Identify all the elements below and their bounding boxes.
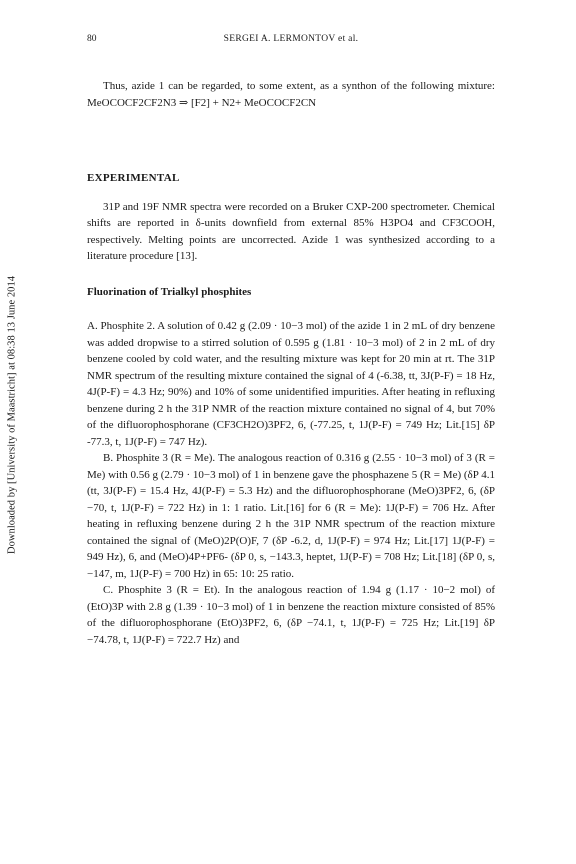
running-head: SERGEI A. LERMONTOV et al. [223, 34, 359, 44]
procedure-c-paragraph: C. Phosphite 3 (R = Et). In the analogous reaction of 1.94 g (1.17 · 10−2 mol) of (EtO)3P with 2.8 g (1.39 · 10−3 mol) of 1 in benzene the reaction mixture consisted of 85% of the difluorophosphorane (EtO)3PF2, 6, (δP −74.1, t, 1J(P-F) = 725 Hz; Lit.[19] δP −74.78, t, 1J(P-F) = 722.7 Hz) and [87, 584, 495, 646]
intro-paragraph: Thus, azide 1 can be regarded, to some extent, as a synthon of the following mixture: MeOCOCF2CF2N3 ⇒ [F2] + N2+ MeOCOCF2CN [87, 80, 495, 109]
download-watermark-text: Downloaded by [University of Maastricht] at 08:38 13 June 2014 [6, 275, 18, 555]
procedure-a-paragraph: A. Phosphite 2. A solution of 0.42 g (2.09 · 10−3 mol) of the azide 1 in 2 mL of dry benzene was added dropwise to a stirred solution of 0.595 g (1.81 · 10−3 mol) of 2 in 2 mL of dry benzene cooled by cold water, and the resulting mixture was kept for 20 min at rt. The 31P NMR spectrum of the resulting mixture contained the signal of 4 (-6.38, tt, 3J(P-F) = 18 Hz, 4J(P-F) = 4.3 Hz; 90%) and 10% of some unidentified impurities. After heating in refluxing benzene during 2 h the 31P NMR of the reaction mixture contained no signal of 4, but 70% of the difluorophosphorane (CF3CH2O)3PF2, 6, (-77.25, t, 1J(P-F) = 749 Hz; Lit.[15] δP -77.3, t, 1J(P-F) = 747 Hz). [87, 320, 495, 448]
page-body [87, 78, 495, 648]
experimental-paragraph: 31P and 19F NMR spectra were recorded on a Bruker CXP-200 spectrometer. Chemical shifts are reported in δ-units downfield from external 85% H3PO4 and CF3COOH, respectively. Melting points are uncorrected. Azide 1 was synthesized according to a literature procedure [13]. [87, 200, 495, 262]
page-number: 80 [87, 34, 97, 44]
running-header [87, 34, 495, 48]
procedure-b-paragraph: B. Phosphite 3 (R = Me). The analogous reaction of 0.316 g (2.55 · 10−3 mol) of 3 (R = Me) with 0.56 g (2.79 · 10−3 mol) of 1 in benzene gave the phosphazene 5 (R = Me) (δP 4.1 (tt, 3J(P-F) = 15.4 Hz, 4J(P-F) = 5.3 Hz) and the difluorophosphorane (MeO)3PF2, 6, (δP −70, t, 1J(P-F) = 722 Hz) in 1: 1 ratio. Lit.[16] for 6 (R = Me): 1J(P-F) = 706 Hz. After heating in refluxing benzene during 2 h the 31P NMR spectrum of the reaction mixture contained the signal of (MeO)2P(O)F, 7 (δP -6.2, d, 1J(P-F) = 974 Hz; Lit.[17] 1J(P-F) = 949 Hz), 6, and (MeO)4P+PF6- (δP 0, s, −143.3, heptet, 1J(P-F) = 708 Hz; Lit.[18] (δP 0, s, −147, m, 1J(P-F) = 700 Hz) in 65: 10: 25 ratio. [87, 452, 495, 580]
download-watermark [4, 195, 20, 635]
subsection-title: Fluorination of Trialkyl phosphites [87, 285, 252, 298]
section-title: EXPERIMENTAL [87, 172, 180, 184]
